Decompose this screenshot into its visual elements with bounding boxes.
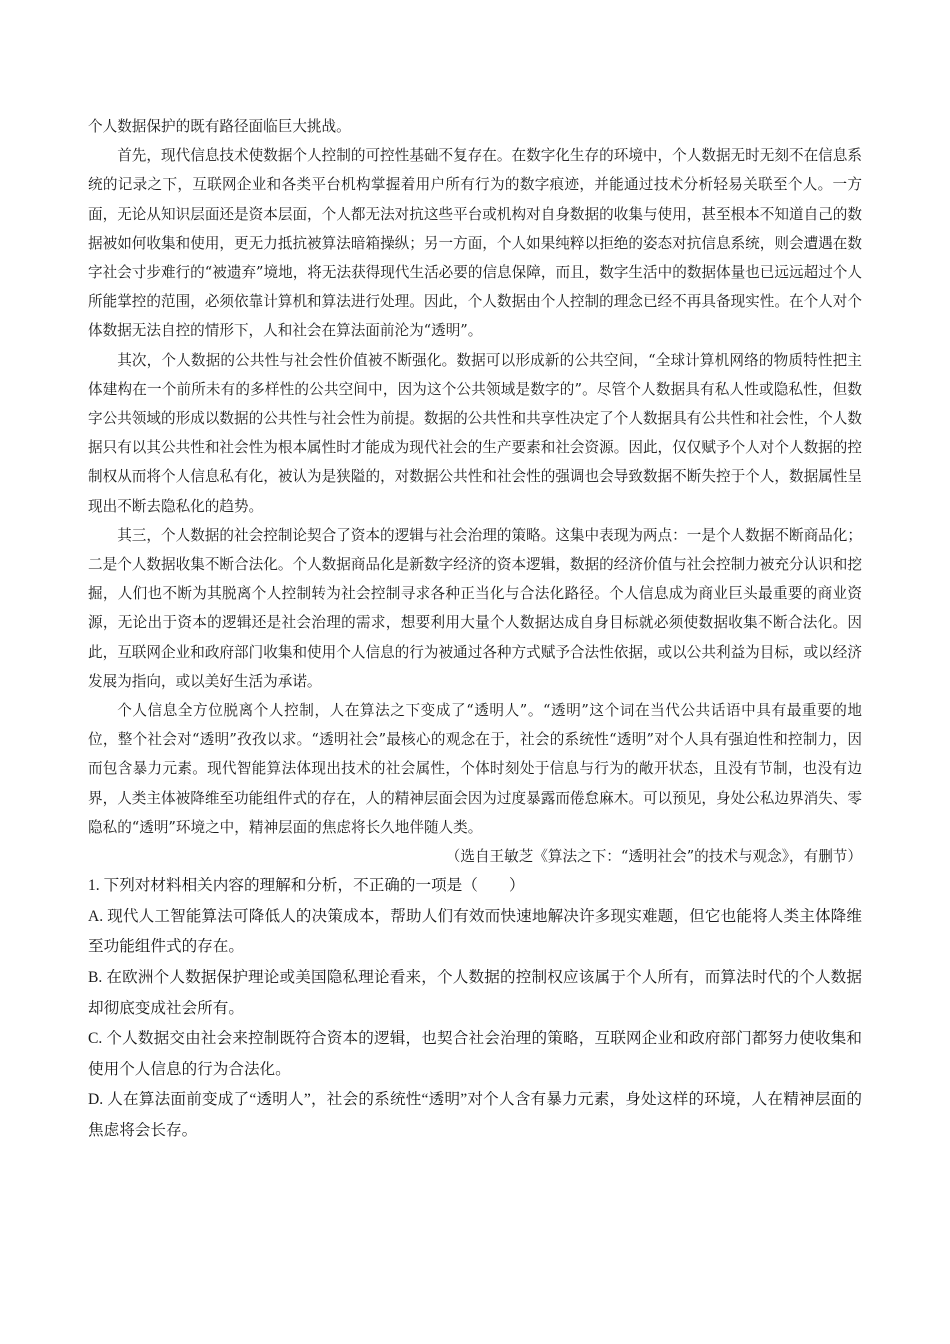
passage-paragraph: 其次，个人数据的公共性与社会性价值被不断强化。数据可以形成新的公共空间，“全球计算机网络的物质特性把主体建构在一个前所未有的多样性的公共空间中，因为这个公共领域是数字的”。尽管个人数据具有私人性或隐私性，但数字公共领域的形成以数据的公共性与社会性为前提。数据的公共性和共享性决定了个人数据具有公共性和社会性，个人数据只有以其公共性和社会性为根本属性时才能成为现代社会的生产要素和社会资源。因此，仅仅赋予个人对个人数据的控制权从而将个人信息私有化，被认为是狭隘的，对数据公共性和社会性的强调也会导致数据不断失控于个人，数据属性呈现出不断去隐私化的趋势。 bbox=[88, 351, 862, 515]
exam-page bbox=[88, 112, 862, 1147]
passage-source: （选自王敏芝《算法之下：“透明社会”的技术与观念》，有删节） bbox=[445, 848, 862, 866]
question-stem: 1. 下列对材料相关内容的理解和分析，不正确的一项是（ ） bbox=[88, 877, 525, 895]
passage-paragraph: 个人数据保护的既有路径面临巨大挑战。 bbox=[88, 118, 351, 135]
passage-paragraph: 其三，个人数据的社会控制论契合了资本的逻辑与社会治理的策略。这集中表现为两点：一是个人数据不断商品化；二是个人数据收集不断合法化。个人数据商品化是新数字经济的资本逻辑，数据的经济价值与社会控制力被充分认识和挖掘，人们也不断为其脱离个人控制转为社会控制寻求各种正当化与合法化路径。个人信息成为商业巨头最重要的商业资源，无论出于资本的逻辑还是社会治理的需求，想要利用大量个人数据达成自身目标就必须使数据收集不断合法化。因此，互联网企业和政府部门收集和使用个人信息的行为被通过各种方式赋予合法性依据，或以公共利益为目标，或以经济发展为指向，或以美好生活为承诺。 bbox=[88, 526, 862, 690]
question-1 bbox=[88, 871, 862, 1146]
option-d[interactable]: D. 人在算法面前变成了“透明人”，社会的系统性“透明”对个人含有暴力元素，身处这样的环境，人在精神层面的焦虑将会长存。 bbox=[88, 1091, 862, 1140]
reading-passage bbox=[88, 112, 862, 871]
passage-paragraph: 首先，现代信息技术使数据个人控制的可控性基础不复存在。在数字化生存的环境中，个人数据无时无刻不在信息系统的记录之下，互联网企业和各类平台机构掌握着用户所有行为的数字痕迹，并能通过技术分析轻易关联至个人。一方面，无论从知识层面还是资本层面，个人都无法对抗这些平台或机构对自身数据的收集与使用，甚至根本不知道自己的数据被如何收集和使用，更无力抵抗被算法暗箱操纵；另一方面，个人如果纯粹以拒绝的姿态对抗信息系统，则会遭遇在数字社会寸步难行的“被遗弃”境地，将无法获得现代生活必要的信息保障，而且，数字生活中的数据体量也已远远超过个人所能掌控的范围，必须依靠计算机和算法进行处理。因此，个人数据由个人控制的理念已经不再具备现实性。在个人对个体数据无法自控的情形下，人和社会在算法面前沦为“透明”。 bbox=[88, 147, 862, 340]
option-a[interactable]: A. 现代人工智能算法可降低人的决策成本，帮助人们有效而快速地解决许多现实难题，但它也能将人类主体降维至功能组件式的存在。 bbox=[88, 907, 862, 956]
option-b[interactable]: B. 在欧洲个人数据保护理论或美国隐私理论看来，个人数据的控制权应该属于个人所有，而算法时代的个人数据却彻底变成社会所有。 bbox=[88, 969, 862, 1017]
passage-paragraph: 个人信息全方位脱离个人控制，人在算法之下变成了“透明人”。“透明”这个词在当代公共话语中具有最重要的地位，整个社会对“透明”孜孜以求。“透明社会”最核心的观念在于，社会的系统性“透明”对个人具有强迫性和控制力，因而包含暴力元素。现代智能算法体现出技术的社会属性，个体时刻处于信息与行为的敞开状态，且没有节制，也没有边界，人类主体被降维至功能组件式的存在，人的精神层面会因为过度暴露而倦怠麻木。可以预见，身处公私边界消失、零隐私的“透明”环境之中，精神层面的焦虑将长久地伴随人类。 bbox=[88, 702, 862, 836]
option-c[interactable]: C. 个人数据交由社会来控制既符合资本的逻辑，也契合社会治理的策略，互联网企业和政府部门都努力使收集和使用个人信息的行为合法化。 bbox=[88, 1030, 862, 1078]
